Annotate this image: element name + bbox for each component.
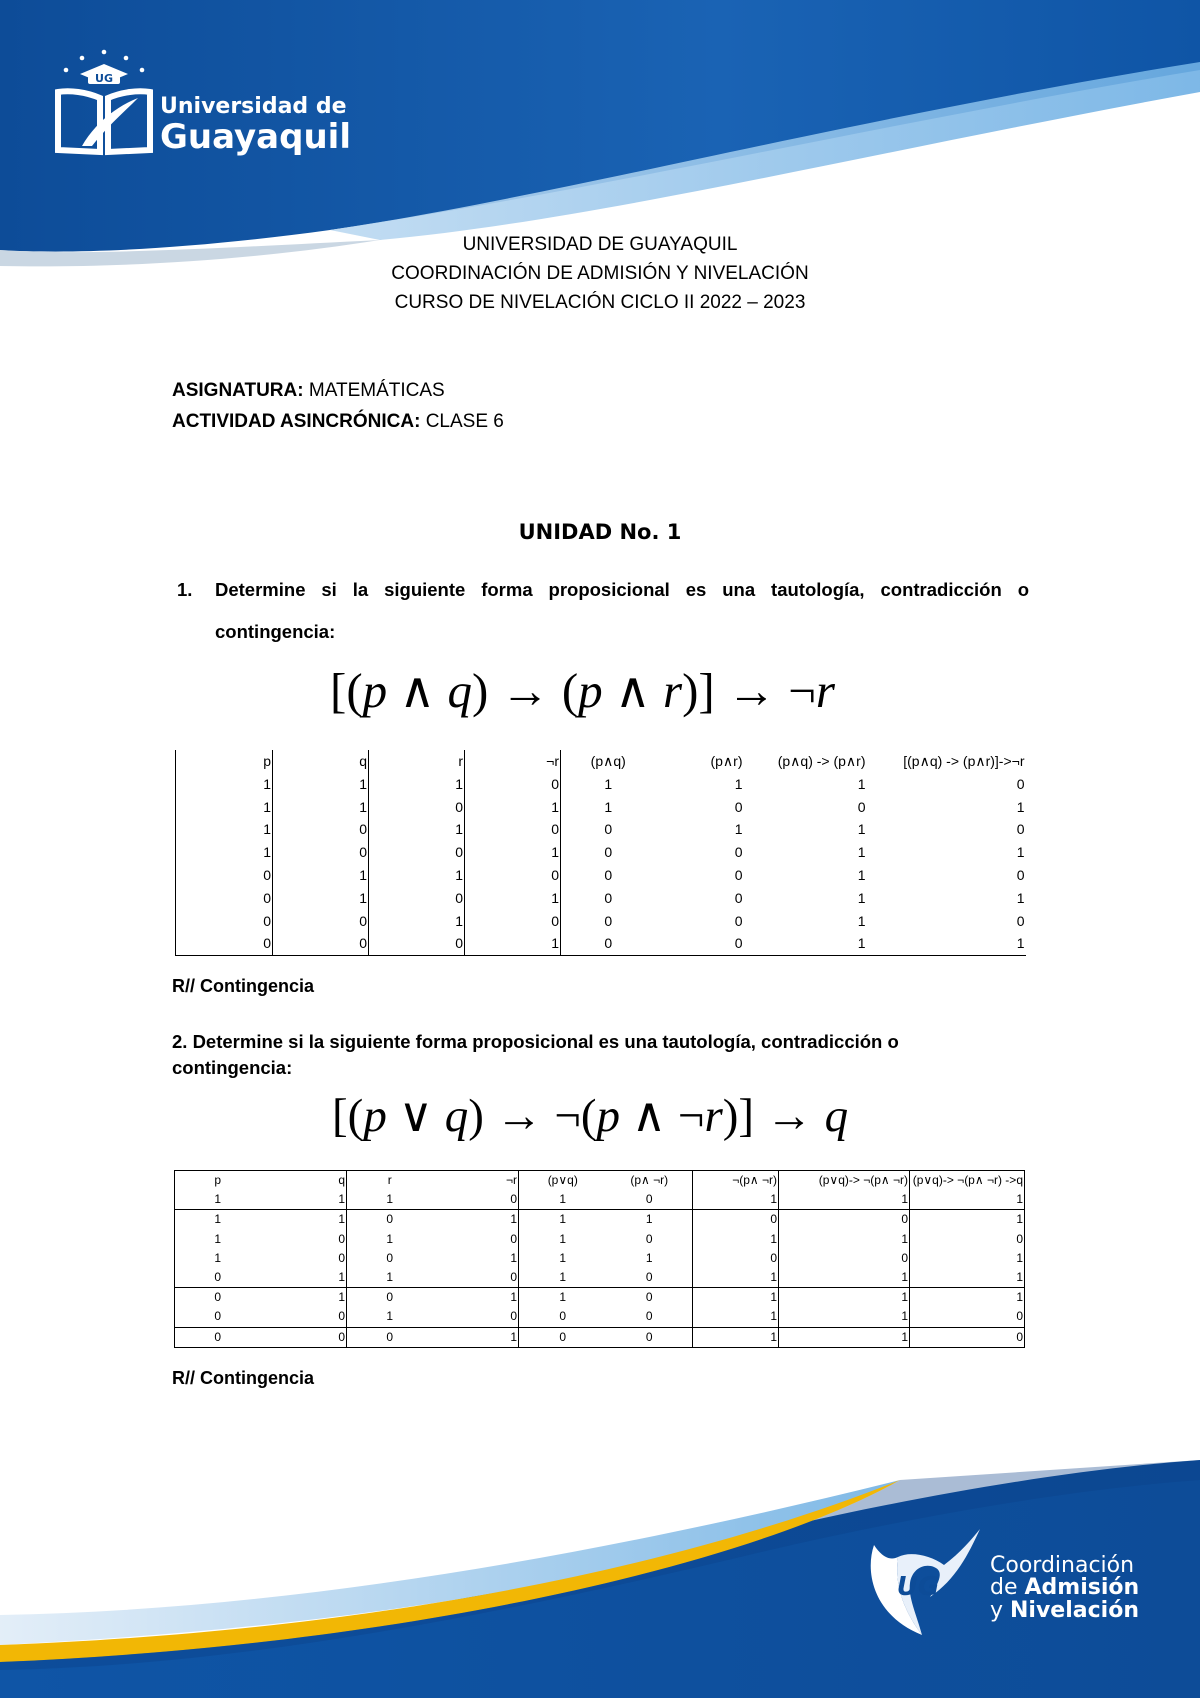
q2-cell: 0	[175, 1288, 261, 1308]
q2-cell: 0	[261, 1230, 347, 1249]
university-logo-icon	[52, 48, 156, 160]
q2-cell: 0	[433, 1190, 519, 1210]
q2-cell: 0	[607, 1327, 693, 1347]
q2-cell: 1	[910, 1268, 1025, 1288]
question2-answer: R// Contingencia	[172, 1368, 315, 1388]
svg-text:UG: UG	[95, 72, 113, 85]
coordination-line3-prefix: y	[990, 1597, 1011, 1623]
q2-cell: 1	[779, 1230, 910, 1249]
q1-cell: 0	[734, 912, 743, 929]
table-header-row	[175, 1171, 1025, 1191]
q1-cell: 0	[604, 821, 613, 838]
q1-cell: 0	[369, 932, 465, 955]
q1-cell: 1	[465, 796, 561, 819]
subject-label: ASIGNATURA:	[172, 380, 304, 401]
q1-cell: 0	[604, 844, 613, 861]
table-row	[175, 1210, 1025, 1230]
document-title	[0, 230, 1200, 317]
coordination-line3	[990, 1597, 1139, 1623]
q2-cell: 0	[910, 1327, 1025, 1347]
q2-cell: 1	[433, 1210, 519, 1230]
q2-cell: 1	[693, 1327, 779, 1347]
q1-cell: 0	[734, 866, 743, 883]
svg-text:UG: UG	[896, 1572, 940, 1602]
q1-cell: 0	[176, 932, 273, 955]
q2-cell: 1	[693, 1190, 779, 1210]
title-line-course: CURSO DE NIVELACIÓN CICLO II 2022 – 2023	[394, 292, 806, 313]
q2-cell: 0	[693, 1210, 779, 1230]
q1-cell: 1	[857, 844, 866, 861]
q1-cell: 0	[1016, 866, 1025, 883]
q1-cell: 0	[465, 910, 561, 933]
q1-cell: 0	[176, 887, 273, 910]
q1-cell: 0	[656, 932, 757, 955]
q2-cell: 0	[261, 1327, 347, 1347]
q1-cell: 1	[369, 910, 465, 933]
q2-cell: 1	[779, 1327, 910, 1347]
table-row	[176, 887, 1026, 910]
unit-title: UNIDAD No. 1	[518, 520, 682, 544]
q1-cell: 0	[561, 932, 656, 955]
q1-header-cell: ¬r	[465, 750, 561, 773]
q1-cell: 0	[1016, 775, 1025, 792]
q1-cell: 1	[369, 818, 465, 841]
q1-header-cell: q	[273, 750, 369, 773]
q2-cell: 0	[779, 1210, 910, 1230]
q2-cell: 1	[433, 1327, 519, 1347]
q2-cell: 0	[386, 1290, 394, 1305]
q2-cell: 0	[607, 1268, 693, 1288]
table-header-row	[176, 750, 1026, 773]
q2-header-cell: (p∨q)-> ¬(p∧ ¬r) ->q	[910, 1171, 1025, 1191]
q2-cell: 1	[175, 1190, 261, 1210]
table-row	[176, 932, 1026, 955]
q2-cell: 0	[386, 1250, 394, 1265]
activity-line	[172, 411, 504, 433]
q1-cell: 1	[176, 773, 273, 796]
q2-cell: 0	[910, 1230, 1025, 1249]
q2-cell: 0	[519, 1307, 607, 1327]
question2-formula: [(p ∨ q) → ¬(p ∧ ¬r)] → q	[332, 1090, 849, 1142]
q1-cell: 1	[273, 864, 369, 887]
q2-header-cell: p	[175, 1171, 261, 1191]
q2-cell: 1	[693, 1288, 779, 1308]
table-row	[176, 818, 1026, 841]
q1-cell: 0	[465, 818, 561, 841]
question2-text-line1: 2. Determine si la siguiente forma proposicional es una tautología, contradicción o	[172, 1031, 899, 1052]
q2-header-cell: ¬r	[433, 1171, 519, 1191]
q1-cell: 0	[273, 818, 369, 841]
table-row	[176, 773, 1026, 796]
q1-cell: 0	[273, 910, 369, 933]
q1-cell: 1	[176, 841, 273, 864]
activity-label: ACTIVIDAD ASINCRÓNICA:	[172, 411, 421, 432]
q2-cell: 0	[175, 1307, 261, 1327]
q1-cell: 0	[273, 841, 369, 864]
q1-cell: 0	[604, 889, 613, 906]
q2-cell: 1	[559, 1231, 567, 1246]
q1-cell: 0	[176, 910, 273, 933]
question2-truth-table	[174, 1170, 1025, 1348]
q2-cell: 1	[559, 1290, 567, 1305]
question1-answer: R// Contingencia	[172, 976, 315, 996]
q1-cell: 1	[1016, 844, 1025, 861]
q1-cell: 0	[734, 889, 743, 906]
q1-cell: 0	[734, 798, 743, 815]
q2-cell: 1	[519, 1268, 607, 1288]
q1-cell: 1	[734, 775, 743, 792]
q2-cell: 1	[433, 1249, 519, 1268]
q2-cell: 0	[607, 1307, 693, 1327]
q1-cell: 0	[465, 773, 561, 796]
q1-cell: 1	[857, 889, 866, 906]
q2-cell: 0	[433, 1230, 519, 1249]
q2-cell: 1	[347, 1190, 433, 1210]
q2-cell: 1	[693, 1307, 779, 1327]
q2-cell: 1	[910, 1249, 1025, 1268]
q1-cell: 0	[604, 866, 613, 883]
q1-cell: 1	[857, 775, 866, 792]
q1-cell: 0	[465, 864, 561, 887]
q1-cell: 0	[604, 912, 613, 929]
table-row	[176, 864, 1026, 887]
q1-cell: 1	[857, 866, 866, 883]
q1-cell: 1	[857, 821, 866, 838]
q2-cell: 0	[910, 1307, 1025, 1327]
q1-cell: 0	[369, 796, 465, 819]
q1-cell: 1	[176, 796, 273, 819]
title-line-coordination: COORDINACIÓN DE ADMISIÓN Y NIVELACIÓN	[391, 263, 809, 284]
q2-cell: 1	[910, 1288, 1025, 1308]
q2-cell: 0	[433, 1307, 519, 1327]
q1-cell: 0	[369, 887, 465, 910]
question1-number: 1.	[177, 579, 193, 600]
q2-cell: 0	[261, 1307, 347, 1327]
q2-cell: 1	[261, 1288, 347, 1308]
question2-text-line2: contingencia:	[172, 1057, 293, 1078]
q2-cell: 1	[433, 1288, 519, 1308]
table-row	[175, 1307, 1025, 1327]
q2-header-cell: ¬(p∧ ¬r)	[693, 1171, 779, 1191]
q2-cell: 0	[693, 1249, 779, 1268]
table-row	[175, 1327, 1025, 1347]
university-name-line1: Universidad de	[160, 94, 347, 119]
q1-cell: 0	[369, 841, 465, 864]
q1-cell: 1	[1016, 798, 1025, 815]
q2-cell: 1	[607, 1210, 693, 1230]
q1-cell: 0	[734, 844, 743, 861]
question1-formula: [(p ∧ q) → (p ∧ r)] → ¬r	[330, 663, 835, 718]
q2-cell: 0	[347, 1327, 433, 1347]
q1-cell: 1	[757, 932, 867, 955]
q1-cell: 1	[867, 932, 1026, 955]
table-row	[175, 1190, 1025, 1210]
table-row	[176, 910, 1026, 933]
coordination-line2-prefix: de	[990, 1575, 1025, 1601]
q2-cell: 1	[559, 1212, 567, 1227]
table-row	[175, 1268, 1025, 1288]
table-row	[176, 796, 1026, 819]
q1-cell: 1	[369, 773, 465, 796]
q1-cell: 1	[273, 796, 369, 819]
q1-cell: 1	[273, 773, 369, 796]
q2-cell: 1	[779, 1288, 910, 1308]
question1-text-line1: Determine si la siguiente forma proposicional es una tautología, contradicción o	[215, 579, 1029, 600]
q2-header-cell: r	[347, 1171, 433, 1191]
q2-cell: 1	[386, 1231, 394, 1246]
q1-header-cell: (p∧q) -> (p∧r)	[777, 753, 866, 769]
q2-header-cell: q	[261, 1171, 347, 1191]
q2-cell: 0	[261, 1249, 347, 1268]
coordination-logo-icon	[860, 1525, 985, 1640]
q1-header-cell: p	[176, 750, 273, 773]
coordination-line2	[990, 1577, 1139, 1599]
table-row	[175, 1249, 1025, 1268]
university-name-line2: Guayaquil	[160, 117, 351, 157]
q2-cell: 0	[607, 1190, 693, 1210]
q1-cell: 1	[604, 798, 613, 815]
q2-cell: 1	[519, 1190, 607, 1210]
table-row	[176, 841, 1026, 864]
table-row	[175, 1288, 1025, 1308]
q2-cell: 1	[910, 1190, 1025, 1210]
coordination-name	[990, 1555, 1139, 1622]
q2-cell: 1	[261, 1210, 347, 1230]
q2-cell: 0	[519, 1327, 607, 1347]
coordination-line2-bold: Admisión	[1024, 1575, 1140, 1601]
subject-line	[172, 380, 445, 402]
q1-cell: 0	[273, 932, 369, 955]
q1-cell: 1	[465, 887, 561, 910]
coordination-line1: Coordinación	[990, 1553, 1135, 1578]
q1-cell: 1	[465, 932, 561, 955]
q2-cell: 1	[261, 1190, 347, 1210]
q1-cell: 0	[1016, 821, 1025, 838]
q1-cell: 1	[176, 818, 273, 841]
q1-cell: 1	[369, 864, 465, 887]
question1-text-line2: contingencia:	[215, 621, 336, 642]
q1-header-cell: (p∧r)	[710, 753, 743, 769]
q2-cell: 1	[175, 1210, 261, 1230]
q1-cell: 0	[176, 864, 273, 887]
q1-header-cell: r	[369, 750, 465, 773]
question1-truth-table	[175, 750, 1026, 956]
q2-cell: 0	[607, 1230, 693, 1249]
table-row	[175, 1230, 1025, 1249]
q2-cell: 0	[175, 1327, 261, 1347]
title-line-university: UNIVERSIDAD DE GUAYAQUIL	[462, 234, 738, 255]
q1-cell: 1	[604, 775, 613, 792]
q2-cell: 0	[607, 1288, 693, 1308]
q1-cell: 0	[1016, 912, 1025, 929]
subject-value: MATEMÁTICAS	[308, 380, 445, 401]
q2-cell: 0	[433, 1268, 519, 1288]
q1-cell: 1	[273, 887, 369, 910]
q2-cell: 0	[779, 1249, 910, 1268]
q2-cell: 1	[607, 1249, 693, 1268]
q1-header-cell: (p∧q)	[590, 753, 626, 769]
q2-cell: 0	[386, 1212, 394, 1227]
q2-cell: 1	[261, 1268, 347, 1288]
q1-cell: 1	[1016, 889, 1025, 906]
q2-cell: 1	[910, 1210, 1025, 1230]
activity-value: CLASE 6	[425, 411, 504, 432]
q2-cell: 1	[559, 1250, 567, 1265]
q1-cell: 0	[857, 798, 866, 815]
q2-cell: 1	[175, 1230, 261, 1249]
q1-header-cell: [(p∧q) -> (p∧r)]->¬r	[903, 753, 1025, 769]
q2-cell: 1	[779, 1190, 910, 1210]
q2-header-cell: (p∧ ¬r)	[607, 1171, 693, 1191]
coordination-line3-bold: Nivelación	[1010, 1597, 1139, 1623]
q2-cell: 1	[347, 1307, 433, 1327]
q2-cell: 0	[175, 1268, 261, 1288]
q2-cell: 1	[693, 1230, 779, 1249]
q1-cell: 1	[734, 821, 743, 838]
q2-cell: 1	[779, 1268, 910, 1288]
q1-cell: 1	[857, 912, 866, 929]
q1-cell: 1	[465, 841, 561, 864]
q2-header-cell: (p∨q)-> ¬(p∧ ¬r)	[779, 1171, 910, 1191]
q2-cell: 1	[175, 1249, 261, 1268]
q2-cell: 1	[347, 1268, 433, 1288]
university-name	[160, 94, 351, 157]
q2-cell: 1	[779, 1307, 910, 1327]
q2-header-cell: (p∨q)	[519, 1171, 607, 1191]
q2-cell: 1	[693, 1268, 779, 1288]
